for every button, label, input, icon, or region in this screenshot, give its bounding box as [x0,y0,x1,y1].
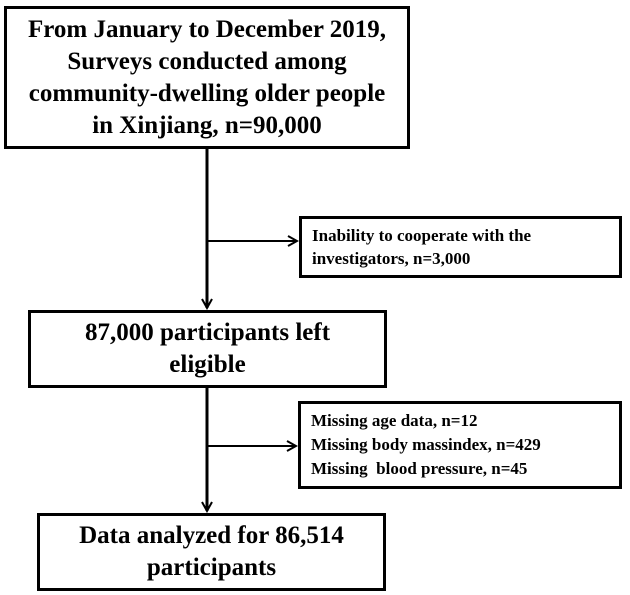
exclusion-line: Missing age data, n=12 [311,411,478,430]
analyzed-box [37,513,386,591]
enrollment-line: community-dwelling older people [28,79,386,107]
exclusion-line: Missing blood pressure, n=45 [311,459,528,478]
exclusion-box-missing-data [298,401,622,489]
eligible-box [28,310,387,388]
enrollment-box [4,6,410,149]
exclusion-box-cooperation [299,216,622,278]
exclusion-line: investigators, n=3,000 [312,249,471,268]
enrollment-line: in Xinjiang, n=90,000 [92,111,322,139]
eligible-line: 87,000 participants left [84,319,331,346]
analyzed-line: participants [146,554,277,581]
analyzed-line: Data analyzed for 86,514 [79,522,344,549]
eligible-line: eligible [169,351,246,378]
exclusion-line: Inability to cooperate with the [312,226,532,245]
enrollment-line: Surveys conducted among [67,47,347,75]
enrollment-line: From January to December 2019, [27,15,387,43]
exclusion-line: Missing body massindex, n=429 [311,435,541,454]
